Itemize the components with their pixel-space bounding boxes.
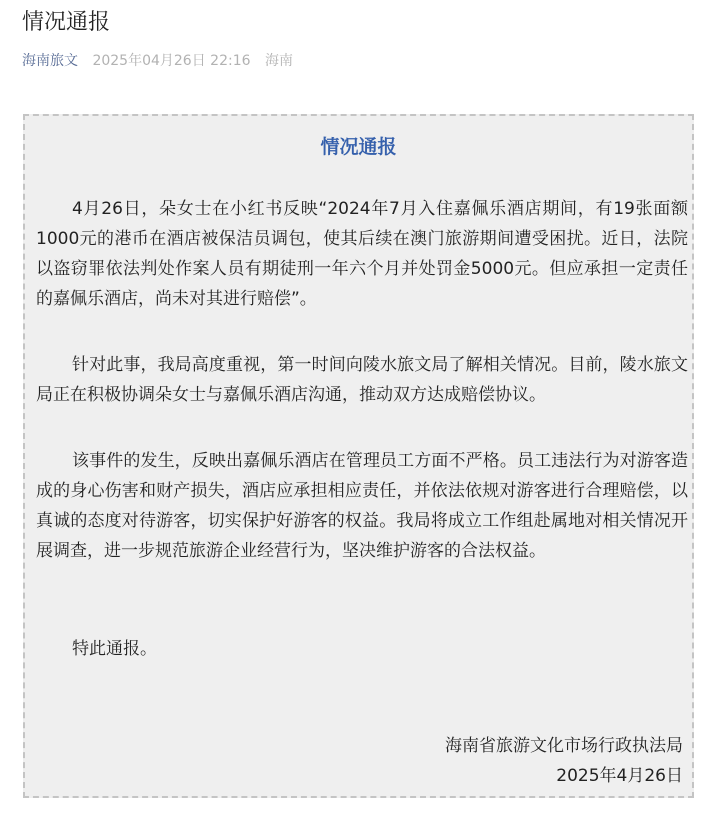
notice-paragraph-4: 特此通报。 (72, 639, 157, 659)
account-name-link[interactable]: 海南旅文 (22, 53, 78, 69)
article-title: 情况通报 (22, 10, 111, 35)
notice-paragraph-1: 4月26日，朵女士在小红书反映“2024年7月入住嘉佩乐酒店期间，有19张面额1000元的港币在酒店被保洁员调包，使其后续在澳门旅游期间遭受困扰。近日，法院以盗窃罪依法判处作案人员有期徒刑一年六个月并处罚金5000元。但应承担一定责任的嘉佩乐酒店，尚未对其进行赔偿”。 (36, 199, 688, 309)
signature-date: 2025年4月26日 (556, 766, 683, 786)
notice-box (23, 114, 694, 798)
publish-time: 2025年04月26日 22:16 (92, 53, 251, 69)
article-meta (22, 51, 293, 71)
signature-org: 海南省旅游文化市场行政执法局 (445, 736, 683, 756)
notice-paragraph-3: 该事件的发生，反映出嘉佩乐酒店在管理员工方面不严格。员工违法行为对游客造成的身心伤害和财产损失，酒店应承担相应责任，并依法依规对游客进行合理赔偿，以真诚的态度对待游客，切实保护好游客的权益。我局将成立工作组赴属地对相关情况开展调查，进一步规范旅游企业经营行为，坚决维护游客的合法权益。 (36, 451, 688, 561)
publish-location: 海南 (264, 53, 293, 69)
notice-heading: 情况通报 (320, 136, 397, 158)
notice-paragraph-2: 针对此事，我局高度重视，第一时间向陵水旅文局了解相关情况。目前，陵水旅文局正在积极协调朵女士与嘉佩乐酒店沟通，推动双方达成赔偿协议。 (36, 355, 688, 405)
